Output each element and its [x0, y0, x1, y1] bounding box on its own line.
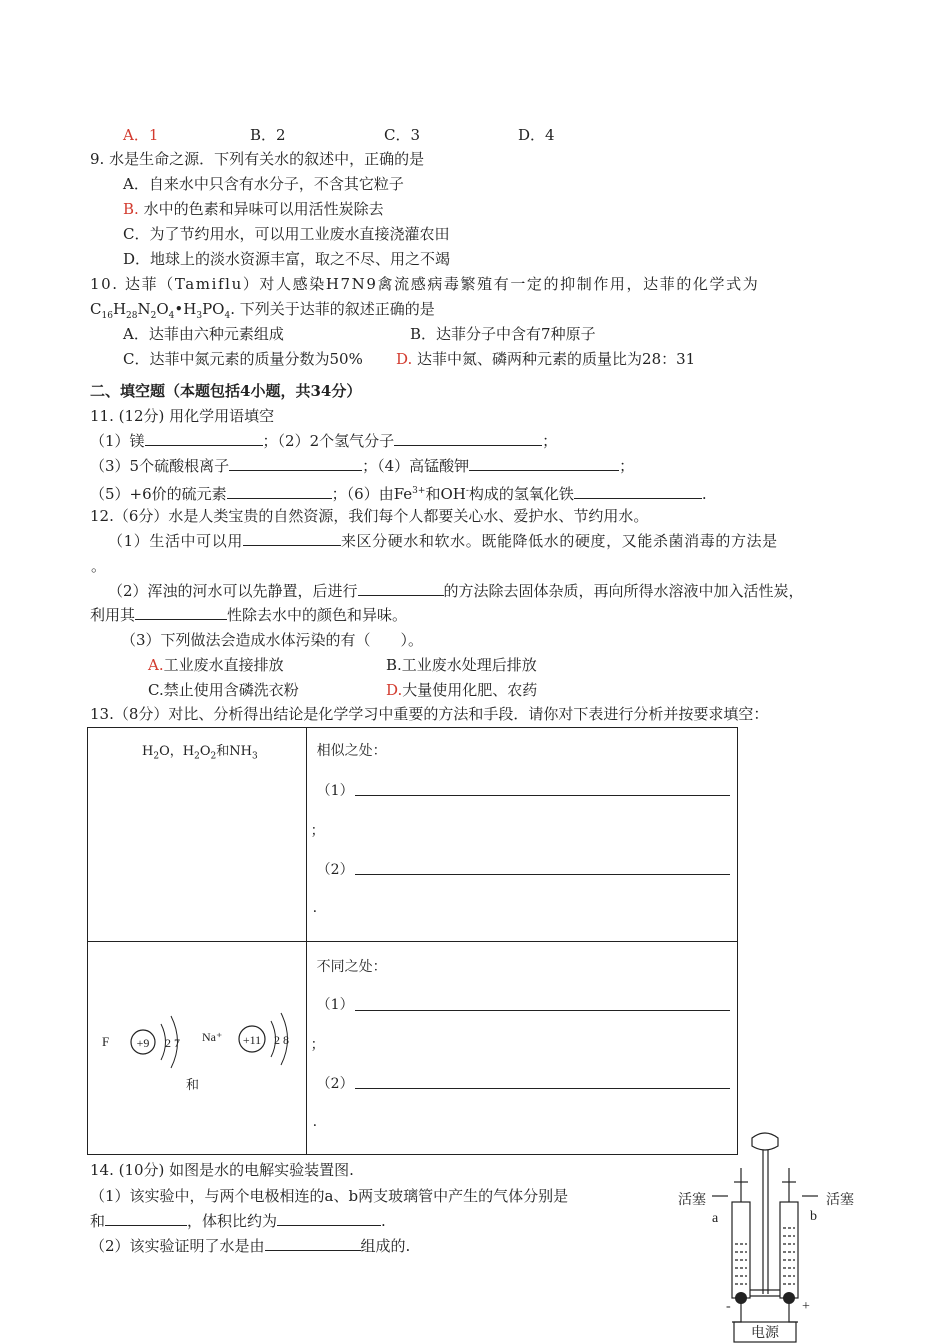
q8-option-a: A．1: [123, 126, 159, 144]
q11-line2: [90, 456, 634, 476]
answer-blank[interactable]: [355, 873, 730, 875]
answer-blank[interactable]: [355, 1009, 730, 1011]
q10-option-d-letter: D.: [396, 350, 413, 368]
q11-line1: [90, 431, 557, 451]
q11-sup: -: [465, 486, 469, 496]
q12-option-d: [386, 680, 537, 700]
q11-part: ；（2）2个氢气分子: [262, 432, 395, 450]
period: .: [312, 1114, 318, 1130]
q12-part: 。: [91, 557, 107, 575]
answer-blank[interactable]: [358, 581, 444, 596]
different-item-2: （2）: [316, 1076, 354, 1092]
q10-option-a: A．达菲由六种元素组成: [123, 325, 284, 343]
stopcock-right-label: 活塞: [826, 1193, 854, 1208]
q12-p1-end: [90, 556, 106, 576]
q9-stem: 9. 水是生命之源．下列有关水的叙述中，正确的是: [90, 150, 425, 168]
q14-part: （2）该实验证明了水是由: [90, 1237, 265, 1255]
formula-part: PO: [202, 300, 225, 318]
fluorine-nucleus-charge: +9: [136, 1036, 150, 1050]
q12-part: 来区分硬水和软水。既能降低水的硬度，又能杀菌消毒的方法是: [340, 532, 778, 550]
wire-right: [789, 1302, 798, 1322]
q11-line3: [90, 481, 707, 504]
formula-part: O: [199, 744, 211, 759]
q11-part: ；: [542, 432, 558, 450]
different-label: 不同之处：: [316, 959, 387, 975]
q12-option-a-text: 工业废水直接排放: [163, 656, 284, 674]
answer-blank[interactable]: [227, 484, 332, 499]
q14-p1-cont: [90, 1211, 386, 1231]
similar-item-2: （2）: [316, 862, 354, 878]
q12-part: （1）生活中可以用: [108, 532, 243, 550]
q9-option-a: A．自来水中只含有水分子，不含其它粒子: [123, 175, 404, 193]
formula-part: H: [112, 300, 127, 318]
comparison-table: [87, 727, 738, 1155]
section-heading: 二、填空题（本题包括4小题，共34分）: [90, 382, 362, 400]
q11-part: ；（4）高锰酸钾: [362, 457, 470, 475]
formula-sub: 2: [153, 751, 160, 762]
tube-b-label: b: [810, 1209, 817, 1224]
similar-label: 相似之处：: [316, 743, 387, 759]
q11-sup: 3+: [412, 486, 426, 496]
q11-part: .: [701, 485, 707, 503]
formula-sub: 2: [150, 311, 157, 321]
semicolon: ；: [310, 823, 325, 839]
semicolon: ；: [310, 1037, 325, 1053]
q12-option-a-letter: A.: [148, 656, 164, 674]
q14-part: 组成的.: [360, 1237, 411, 1255]
q14-part: .: [381, 1212, 386, 1230]
q10-stem: 10. 达菲（Tamiflu）对人感染H7N9禽流感病毒繁殖有一定的抑制作用，达菲的化学式为: [90, 275, 760, 293]
electrode-b: [783, 1292, 795, 1304]
answer-blank[interactable]: [243, 531, 341, 546]
answer-blank[interactable]: [355, 794, 730, 796]
q10-formula-tail: . 下列关于达菲的叙述正确的是: [230, 300, 435, 318]
sodium-label: Na⁺: [202, 1030, 223, 1044]
fluorine-shell-electrons: 2 7: [165, 1036, 180, 1050]
q12-p3: （3）下列做法会造成水体污染的有（ ）。: [121, 631, 424, 649]
formula-sub: 4: [224, 311, 231, 321]
different-item-1: （1）: [316, 997, 354, 1013]
q8-option-b: B．2: [250, 126, 286, 144]
formula-sub: 3: [196, 311, 203, 321]
q12-option-d-text: 大量使用化肥、农药: [402, 681, 538, 699]
formula-sub: 2: [194, 751, 200, 762]
q10-option-b: B．达菲分子中含有7种原子: [410, 325, 596, 343]
similar-cell: [306, 728, 737, 942]
tube-a-label: a: [712, 1211, 719, 1226]
q11-stem: 11. (12分) 用化学用语填空: [90, 407, 275, 425]
formula-sub: 28: [126, 311, 138, 321]
q12-option-c: C.禁止使用含磷洗衣粉: [148, 681, 299, 699]
fluorine-label: F: [102, 1034, 110, 1049]
wire-left: [732, 1302, 741, 1322]
q12-part: （2）浑浊的河水可以先静置，后进行: [108, 582, 358, 600]
q10-option-d-text: 达菲中氮、磷两种元素的质量比为28：31: [417, 350, 696, 368]
answer-blank[interactable]: [469, 456, 619, 471]
formula-sub: 16: [101, 311, 113, 321]
period: .: [312, 900, 318, 916]
q10-option-c: C．达菲中氮元素的质量分数为50%: [123, 350, 363, 368]
q11-part: （5）+6价的硫元素: [90, 485, 227, 503]
q12-p2: [108, 581, 804, 601]
stopcock-left-label: 活塞: [678, 1193, 706, 1208]
atom-structure-diagram: [88, 942, 306, 1155]
formula-part: O: [156, 300, 169, 318]
q9-option-c: C．为了节约用水，可以用工业废水直接浇灌农田: [123, 225, 450, 243]
negative-terminal: -: [726, 1299, 731, 1314]
power-supply-label: 电源: [751, 1326, 779, 1341]
sodium-nucleus-charge: +11: [242, 1033, 262, 1047]
answer-blank[interactable]: [355, 1087, 730, 1089]
positive-terminal: +: [802, 1299, 810, 1314]
q12-option-a: [148, 655, 284, 675]
q9-option-b: [123, 199, 384, 219]
answer-blank[interactable]: [135, 605, 227, 620]
q9-option-d: D．地球上的淡水资源丰富，取之不尽、用之不竭: [123, 250, 451, 268]
q9-option-b-text: 水中的色素和异味可以用活性炭除去: [143, 200, 384, 218]
q13-stem: 13.（8分）对比、分析得出结论是化学学习中重要的方法和手段．请你对下表进行分析并按要求填空：: [90, 705, 769, 723]
electrode-a: [735, 1292, 747, 1304]
q11-part: 构成的氢氧化铁: [468, 485, 574, 503]
q8-options: [123, 125, 158, 145]
q11-part: （1）镁: [90, 432, 145, 450]
electrolysis-apparatus-diagram: [670, 1124, 870, 1344]
formula-sub: 4: [168, 311, 175, 321]
q11-part: （3）5个硫酸根离子: [90, 457, 230, 475]
q14-part: ，体积比约为: [187, 1212, 278, 1230]
answer-blank[interactable]: [265, 1236, 361, 1251]
q12-part: 性除去水中的颜色和异味。: [227, 606, 408, 624]
formula-part: H: [142, 744, 154, 759]
q12-p2-cont: [90, 605, 407, 625]
formula-part: N: [137, 300, 151, 318]
formula-sub: 2: [210, 751, 217, 762]
ions-cell: [88, 942, 307, 1155]
q12-option-d-letter: D.: [386, 681, 403, 699]
and-label: 和: [186, 1077, 200, 1092]
q14-part: 和: [90, 1212, 106, 1230]
formula-part: C: [90, 300, 102, 318]
q11-part: ；（6）由Fe: [331, 485, 413, 503]
answer-blank[interactable]: [229, 456, 362, 471]
formula-part: O，H: [159, 744, 195, 759]
funnel: [752, 1133, 778, 1150]
answer-blank[interactable]: [145, 431, 263, 446]
different-cell: [306, 942, 737, 1155]
formula-sub: 3: [251, 751, 258, 762]
q12-stem: 12.（6分）水是人类宝贵的自然资源，我们每个人都要关心水、爱护水、节约用水。: [90, 507, 649, 525]
q11-part: ；: [619, 457, 635, 475]
q14-stem: 14. (10分) 如图是水的电解实验装置图.: [90, 1161, 354, 1179]
q12-option-b: B.工业废水处理后排放: [386, 656, 537, 674]
q9-option-b-letter: B.: [123, 200, 139, 218]
answer-blank[interactable]: [277, 1211, 381, 1226]
q14-p1: （1）该实验中，与两个电极相连的a、b两支玻璃管中产生的气体分别是: [90, 1187, 569, 1205]
q14-p2: [90, 1236, 410, 1256]
q10-formula-line: [90, 299, 435, 326]
answer-blank[interactable]: [574, 484, 702, 499]
molecules-cell: [88, 728, 307, 942]
q11-part: 和OH: [425, 485, 466, 503]
q12-part: 利用其: [90, 606, 136, 624]
q12-part: 的方法除去固体杂质，再向所得水溶液中加入活性炭，: [443, 582, 804, 600]
answer-blank[interactable]: [105, 1211, 187, 1226]
q8-option-c: C．3: [384, 126, 421, 144]
molecules-formula: [142, 740, 258, 762]
similar-item-1: （1）: [316, 783, 354, 799]
q8-option-d: D．4: [518, 126, 555, 144]
formula-part: 和NH: [216, 744, 252, 759]
answer-blank[interactable]: [394, 431, 542, 446]
formula-part: •H: [174, 300, 197, 318]
sodium-shell-electrons: 2 8: [274, 1033, 289, 1047]
q10-option-d: [396, 349, 695, 369]
water-a: [735, 1244, 747, 1284]
q12-p1: [108, 531, 778, 551]
water-b: [783, 1228, 795, 1284]
